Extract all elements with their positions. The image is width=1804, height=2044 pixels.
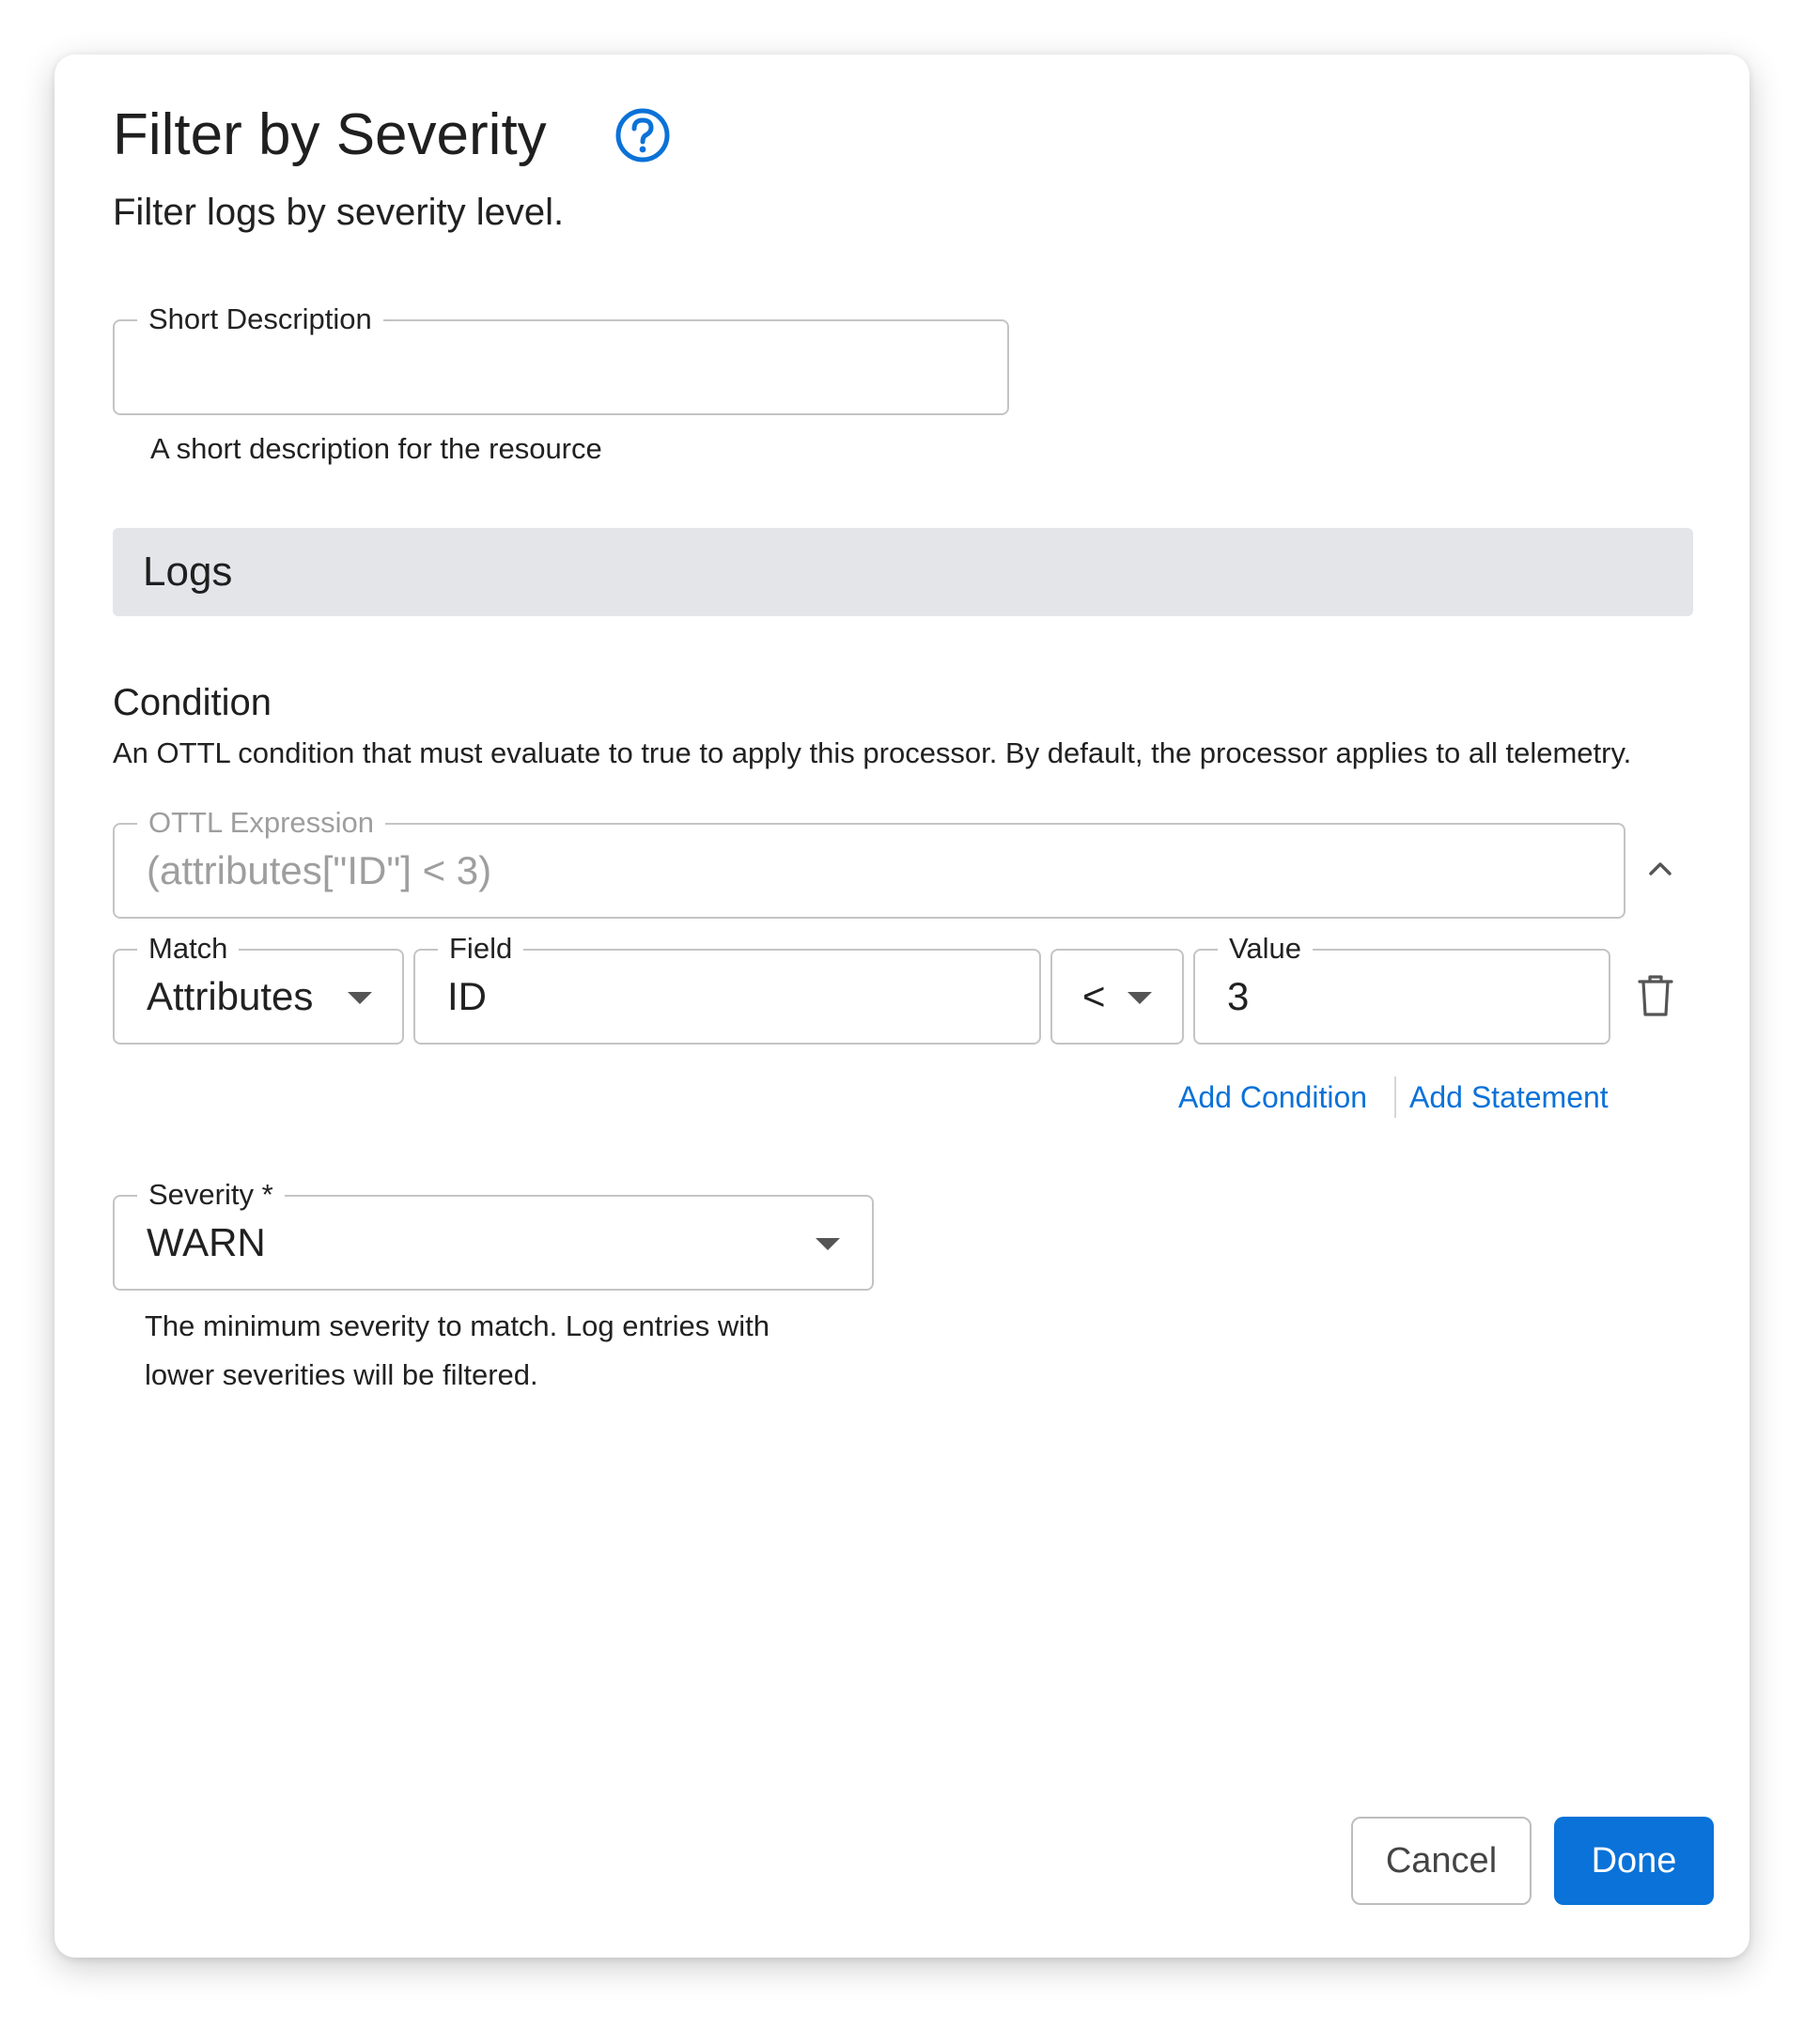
operator-value: <: [1082, 974, 1106, 1018]
severity-helper-line2: lower severities will be filtered.: [145, 1358, 538, 1391]
link-divider: [1394, 1076, 1396, 1118]
condition-description: An OTTL condition that must evaluate to true to apply this processor. By default, the processor applies to all telemetry.: [113, 736, 1632, 769]
chevron-down-icon: [348, 992, 372, 1004]
field-value: ID: [447, 974, 487, 1018]
match-select[interactable]: [113, 932, 404, 1045]
short-description-field[interactable]: [113, 302, 1009, 415]
operator-select[interactable]: [1050, 949, 1184, 1045]
ottl-expression-field[interactable]: [113, 806, 1625, 919]
field-input[interactable]: [413, 932, 1041, 1045]
value-label: Value: [1218, 930, 1313, 968]
cancel-button[interactable]: Cancel: [1351, 1817, 1532, 1905]
field-label: Field: [438, 930, 523, 968]
severity-label: Severity *: [137, 1176, 285, 1214]
add-condition-link[interactable]: Add Condition: [1178, 1080, 1368, 1114]
ottl-expression-label: OTTL Expression: [137, 804, 385, 842]
trash-icon[interactable]: [1637, 973, 1674, 1018]
severity-value: WARN: [147, 1220, 266, 1264]
condition-title: Condition: [113, 682, 272, 723]
value-value: 3: [1227, 974, 1250, 1018]
dialog-subtitle: Filter logs by severity level.: [113, 192, 565, 233]
match-value: Attributes: [147, 974, 314, 1018]
help-circle-icon[interactable]: [614, 107, 671, 163]
short-description-label: Short Description: [137, 301, 383, 338]
short-description-helper: A short description for the resource: [150, 432, 602, 465]
chevron-down-icon: [1128, 992, 1152, 1004]
severity-select[interactable]: [113, 1178, 874, 1291]
add-statement-link[interactable]: Add Statement: [1409, 1080, 1609, 1114]
dialog-title: Filter by Severity: [113, 102, 547, 167]
chevron-down-icon: [816, 1238, 840, 1250]
done-button[interactable]: Done: [1554, 1817, 1714, 1905]
section-title: Logs: [143, 549, 233, 595]
logs-section-header: [113, 528, 1693, 616]
ottl-expression-value: (attributes["ID"] < 3): [147, 848, 492, 892]
severity-helper-line1: The minimum severity to match. Log entries with: [145, 1309, 770, 1342]
match-label: Match: [137, 930, 239, 968]
chevron-up-icon[interactable]: [1646, 859, 1674, 879]
filter-dialog: [54, 54, 1750, 1958]
value-input[interactable]: [1193, 932, 1610, 1045]
